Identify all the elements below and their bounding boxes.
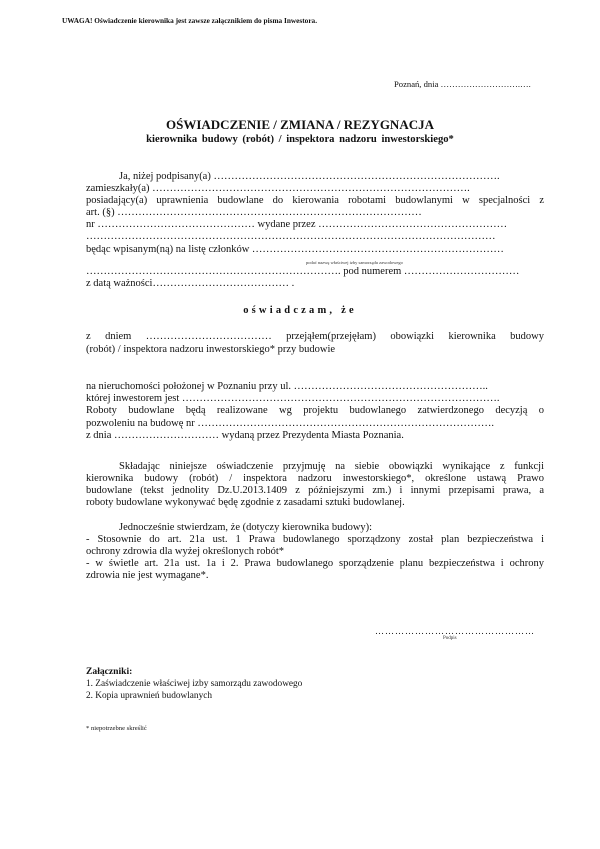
obligations-line-4: roboty budowlane wykonywać będę zgodnie z zasadami sztuki budowlanej.	[86, 497, 405, 508]
chamber-field-line[interactable]: będąc wpisanym(ną) na listę członków ………………………………………………………………	[86, 244, 504, 255]
takeover-role-line: (robót) / inspektora nadzoru inwestorskiego* przy budowie	[86, 344, 336, 355]
document-subtitle: kierownika budowy (robót) / inspektora nadzoru inwestorskiego*	[146, 134, 454, 145]
obligations-line-3: budowlane (tekst jednolity Dz.U.2013.1409 z późniejszymi zm.) i innymi przepisami prawa, a	[86, 485, 544, 496]
street-field-line[interactable]: na nieruchomości położonej w Poznaniu przy ul. ………………………………………………..	[86, 381, 488, 392]
obligations-line-2: kierownika budowy (robót) / inspektora nadzoru inwestorskiego*, określone ustawą Prawo	[86, 473, 544, 484]
attachment-item: 2. Kopia uprawnień budowlanych	[86, 691, 212, 701]
address-field-line[interactable]: zamieszkały(a) ……………………………………………………………………………….	[86, 183, 470, 194]
statement-option-1-cont: ochrony zdrowia dla wyżej określonych robót*	[86, 546, 284, 557]
issuer-field-line[interactable]: ………………………………………………………………………………………………………	[86, 231, 496, 242]
statement-option-1: - Stosownie do art. 21a ust. 1 Prawa budowlanego sporządzony został plan bezpieczeństwa i	[86, 534, 544, 545]
statement-option-2-cont: zdrowia nie jest wymagane*.	[86, 570, 209, 581]
name-field-line[interactable]: Ja, niżej podpisany(a) ……………………………………………………………………….	[119, 171, 500, 182]
investor-field-line[interactable]: której inwestorem jest ……………………………………………………………………………….	[86, 393, 500, 404]
article-field-line[interactable]: art. (§) ……………………………………………………………………………	[86, 207, 422, 218]
takeover-date-line[interactable]: z dniem ……………………………… przejąłem(przejęłam) obowiązki kierownika budowy	[86, 331, 544, 342]
validity-field-line[interactable]: z datą ważności………………………………… .	[86, 278, 295, 289]
place-date-field[interactable]: Poznań, dnia ……………………….….	[394, 79, 531, 89]
footnote: * niepotrzebne skreślić	[86, 725, 147, 732]
attachments-title: Załączniki:	[86, 666, 133, 677]
obligations-line-1: Składając niniejsze oświadczenie przyjmuję na siebie obowiązki wynikające z funkcji	[119, 461, 544, 472]
signature-label: Podpis	[443, 636, 457, 641]
attachment-item: 1. Zaświadczenie właściwej izby samorządu zawodowego	[86, 679, 303, 689]
document-title: OŚWIADCZENIE / ZMIANA / REZYGNACJA	[166, 117, 434, 132]
permit-number-field-line[interactable]: pozwoleniu na budowę nr ………………………………………………………………………….	[86, 418, 495, 429]
statement-option-2: - w świetle art. 21a ust. 1a i 2. Prawa budowlanego sporządzenie planu bezpieczeństwa i ochrony	[86, 558, 544, 569]
qualifications-text: posiadający(a) uprawnienia budowlane do kierowania robotami budowlanymi w specjalności z	[86, 195, 544, 206]
project-text: Roboty budowlane będą realizowane wg projektu budowlanego zatwierdzonego decyzją o	[86, 405, 544, 416]
statement-intro: Jednocześnie stwierdzam, że (dotyczy kierownika budowy):	[119, 522, 373, 533]
license-number-field-line[interactable]: nr ……………………………………… wydane przez ………………………………………………	[86, 219, 508, 230]
declaration-heading: oświadczam, że	[243, 305, 357, 316]
signature-field[interactable]: …………………………………………	[375, 626, 535, 636]
member-number-field-line[interactable]: ………………………………………………………………. pod numerem ……………………………	[86, 266, 520, 277]
chamber-hint: podać nazwę właściwej izby samorządu zawodowego	[306, 260, 403, 265]
permit-date-field-line[interactable]: z dnia ………………………… wydaną przez Prezydenta Miasta Poznania.	[86, 430, 404, 441]
notice: UWAGA! Oświadczenie kierownika jest zawsze załącznikiem do pisma Inwestora.	[62, 16, 318, 25]
